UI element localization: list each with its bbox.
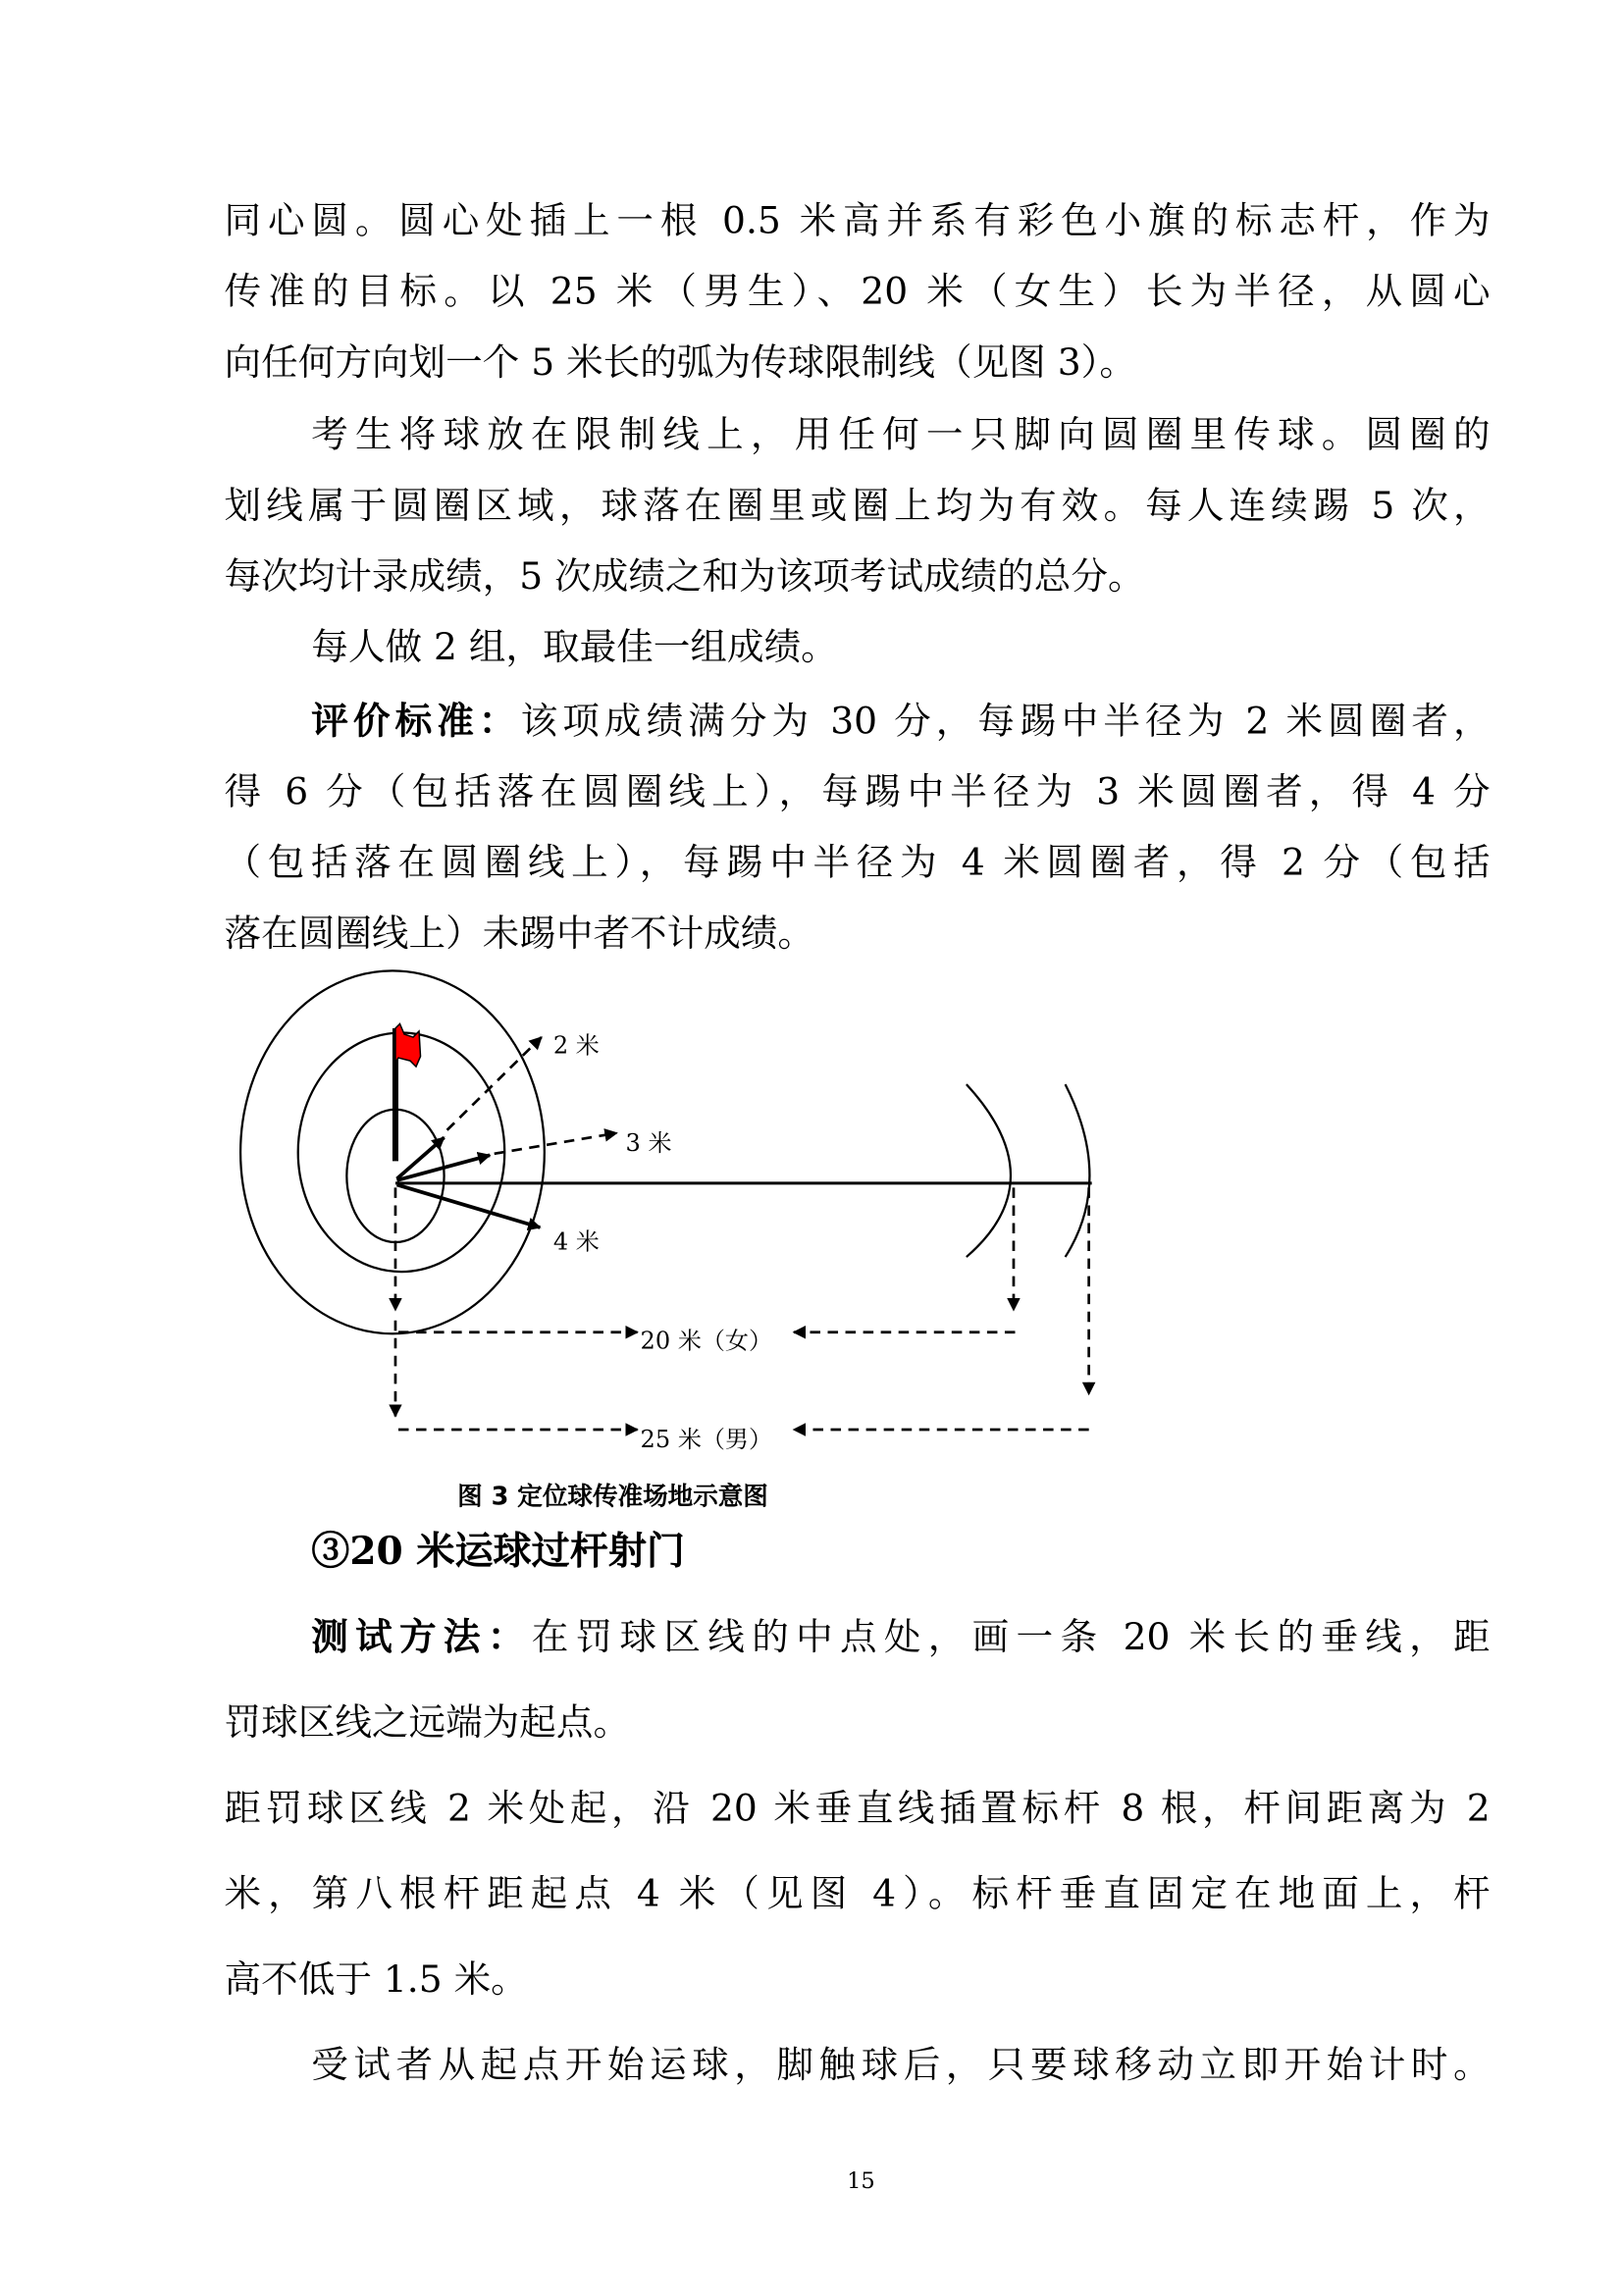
body-line: 考生将球放在限制线上，用任何一只脚向圆圈里传球。圆圈的 [311,413,1491,456]
dashed-2m [447,1037,542,1130]
body-line: 向任何方向划一个 5 米长的弧为传球限制线（见图 3）。 [224,340,1137,384]
body-line: （包括落在圆圈线上），每踢中半径为 4 米圆圈者，得 2 分（包括 [224,841,1491,884]
body-line: 每人做 2 组，取最佳一组成绩。 [311,625,838,669]
body-line: 传准的目标。以 25 米（男生）、20 米（女生）长为半径，从圆心 [224,270,1491,313]
body-line: 罚球区线之远端为起点。 [224,1700,631,1745]
label-4m: 4 米 [552,1226,600,1256]
label-2m: 2 米 [552,1031,600,1060]
arc-25m [1066,1084,1090,1257]
flag-icon [395,1023,421,1067]
line-text: 在罚球区线的中点处，画一条 20 米长的垂线，距 [531,1615,1491,1659]
bold-label: 评价标准： [311,699,521,743]
label-25m-male: 25 米（男） [640,1425,773,1454]
body-line: 米，第八根杆距起点 4 米（见图 4）。标杆垂直固定在地面上，杆 [224,1872,1491,1915]
radius-4-arrow [396,1184,540,1227]
body-line: 得 6 分（包括落在圆圈线上），每踢中半径为 3 米圆圈者，得 4 分 [224,769,1491,813]
body-line: 划线属于圆圈区域，球落在圈里或圈上均为有效。每人连续踢 5 次， [224,484,1491,527]
body-line: 高不低于 1.5 米。 [224,1957,528,2001]
body-line: 距罚球区线 2 米处起，沿 20 米垂直线插置标杆 8 根，杆间距离为 2 [224,1786,1491,1830]
body-line: 同心圆。圆心处插上一根 0.5 米高并系有彩色小旗的标志杆，作为 [224,198,1491,242]
arc-20m [967,1084,1011,1257]
figure-caption: 图 3 定位球传准场地示意图 [457,1483,768,1513]
body-line: 受试者从起点开始运球，脚触球后，只要球移动立即开始计时。 [311,2043,1491,2087]
section-heading: ③20 米运球过杆射门 [311,1530,686,1575]
body-line: 每次均计录成绩，5 次成绩之和为该项考试成绩的总分。 [224,554,1145,598]
body-line [311,1612,1490,1662]
label-3m: 3 米 [625,1128,672,1157]
page-number: 15 [847,2166,875,2194]
dashed-3m [495,1133,617,1154]
middle-circle [298,1033,505,1273]
body-line: 落在圆圈线上）未踢中者不计成绩。 [224,912,815,955]
bold-label: 测试方法： [311,1615,532,1659]
line-text: 该项成绩满分为 30 分，每踢中半径为 2 米圆圈者， [520,699,1491,743]
label-20m-female: 20 米（女） [640,1326,773,1355]
